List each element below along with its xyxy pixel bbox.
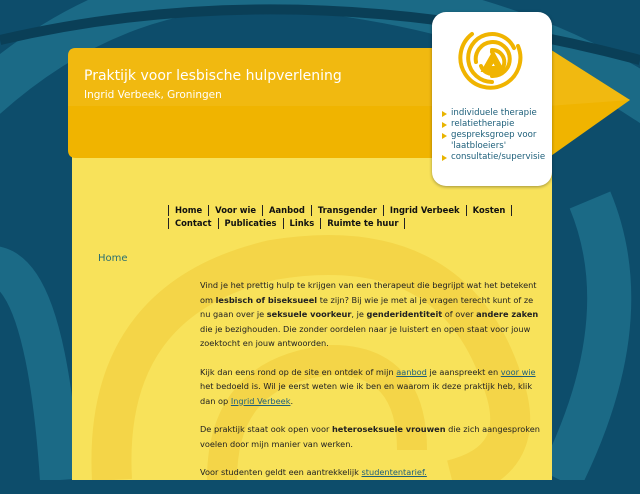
nav-links[interactable]: Links: [283, 218, 321, 229]
nav-ingrid-verbeek[interactable]: Ingrid Verbeek: [383, 205, 466, 216]
service-item[interactable]: consultatie/supervisie: [442, 152, 545, 163]
intro-paragraph: [200, 278, 540, 351]
text-run: , je: [351, 309, 367, 319]
emphasis: seksuele voorkeur: [266, 309, 352, 319]
nav-row: [168, 204, 538, 217]
emphasis: heteroseksuele vrouwen: [331, 424, 446, 434]
text-run: het bedoeld is. Wil je eerst weten wie ik ben en waarom ik deze praktijk heb, klik dan op: [200, 381, 533, 406]
text-run: die zich aangesproken voelen door mijn manier van werken.: [200, 424, 540, 449]
text-run: of over: [442, 309, 477, 319]
service-item-continuation[interactable]: 'laatbloeiers': [451, 141, 507, 151]
services-card: [432, 12, 552, 186]
ingrid-verbeek-link[interactable]: Ingrid Verbeek: [230, 395, 291, 406]
text-run: die je bezighouden. Die zonder oordelen naar je luistert en open staat voor jouw zoektocht en jouw antwoorden.: [200, 323, 531, 348]
student-paragraph: [200, 465, 540, 480]
text-run: Voor studenten geldt een aantrekkelijk: [200, 467, 362, 477]
voor-wie-link[interactable]: voor wie: [500, 366, 536, 377]
emphasis: lesbisch of biseksueel: [215, 294, 318, 305]
text-run: je aanspreekt en: [426, 366, 501, 377]
text-run: De praktijk staat ook open voor: [200, 424, 332, 434]
nav-transgender[interactable]: Transgender: [311, 205, 383, 216]
text-run: Vind je het prettig hulp te krijgen van een therapeut die begrijpt wat het betekent om: [200, 280, 537, 305]
main-text: [200, 278, 540, 494]
nav-ruimte-te-huur[interactable]: Ruimte te huur: [320, 218, 405, 229]
site-title: Praktijk voor lesbische hulpverlening: [84, 68, 342, 84]
nav-voor-wie[interactable]: Voor wie: [208, 205, 262, 216]
site-subtitle: Ingrid Verbeek, Groningen: [84, 89, 222, 101]
emphasis: genderidentiteit: [366, 309, 443, 319]
nav-aanbod[interactable]: Aanbod: [262, 205, 311, 216]
services-list: [442, 108, 545, 163]
nav-kosten[interactable]: Kosten: [466, 205, 513, 216]
text-run: .: [290, 395, 294, 406]
text-run: Kijk dan eens rond op de site en ontdek of mijn: [200, 366, 397, 377]
hetero-paragraph: [200, 422, 540, 451]
text-run: te zijn? Bij wie je met al je vragen terecht kunt of ze nu gaan over je: [200, 294, 534, 319]
aanbod-link[interactable]: aanbod: [396, 366, 427, 377]
main-nav: [168, 204, 538, 230]
navigation-paragraph: [200, 365, 540, 409]
nav-contact[interactable]: Contact: [168, 218, 218, 229]
spiral-logo-icon: [450, 16, 534, 100]
breadcrumb: Home: [98, 253, 128, 264]
studententarief-link[interactable]: studententarief.: [361, 467, 427, 477]
service-item[interactable]: gespreksgroep voor: [442, 130, 545, 141]
service-item[interactable]: relatietherapie: [442, 119, 545, 130]
service-item[interactable]: individuele therapie: [442, 108, 545, 119]
nav-publicaties[interactable]: Publicaties: [218, 218, 283, 229]
nav-row: [168, 217, 538, 230]
emphasis: andere zaken: [476, 309, 539, 319]
nav-home[interactable]: Home: [168, 205, 208, 216]
